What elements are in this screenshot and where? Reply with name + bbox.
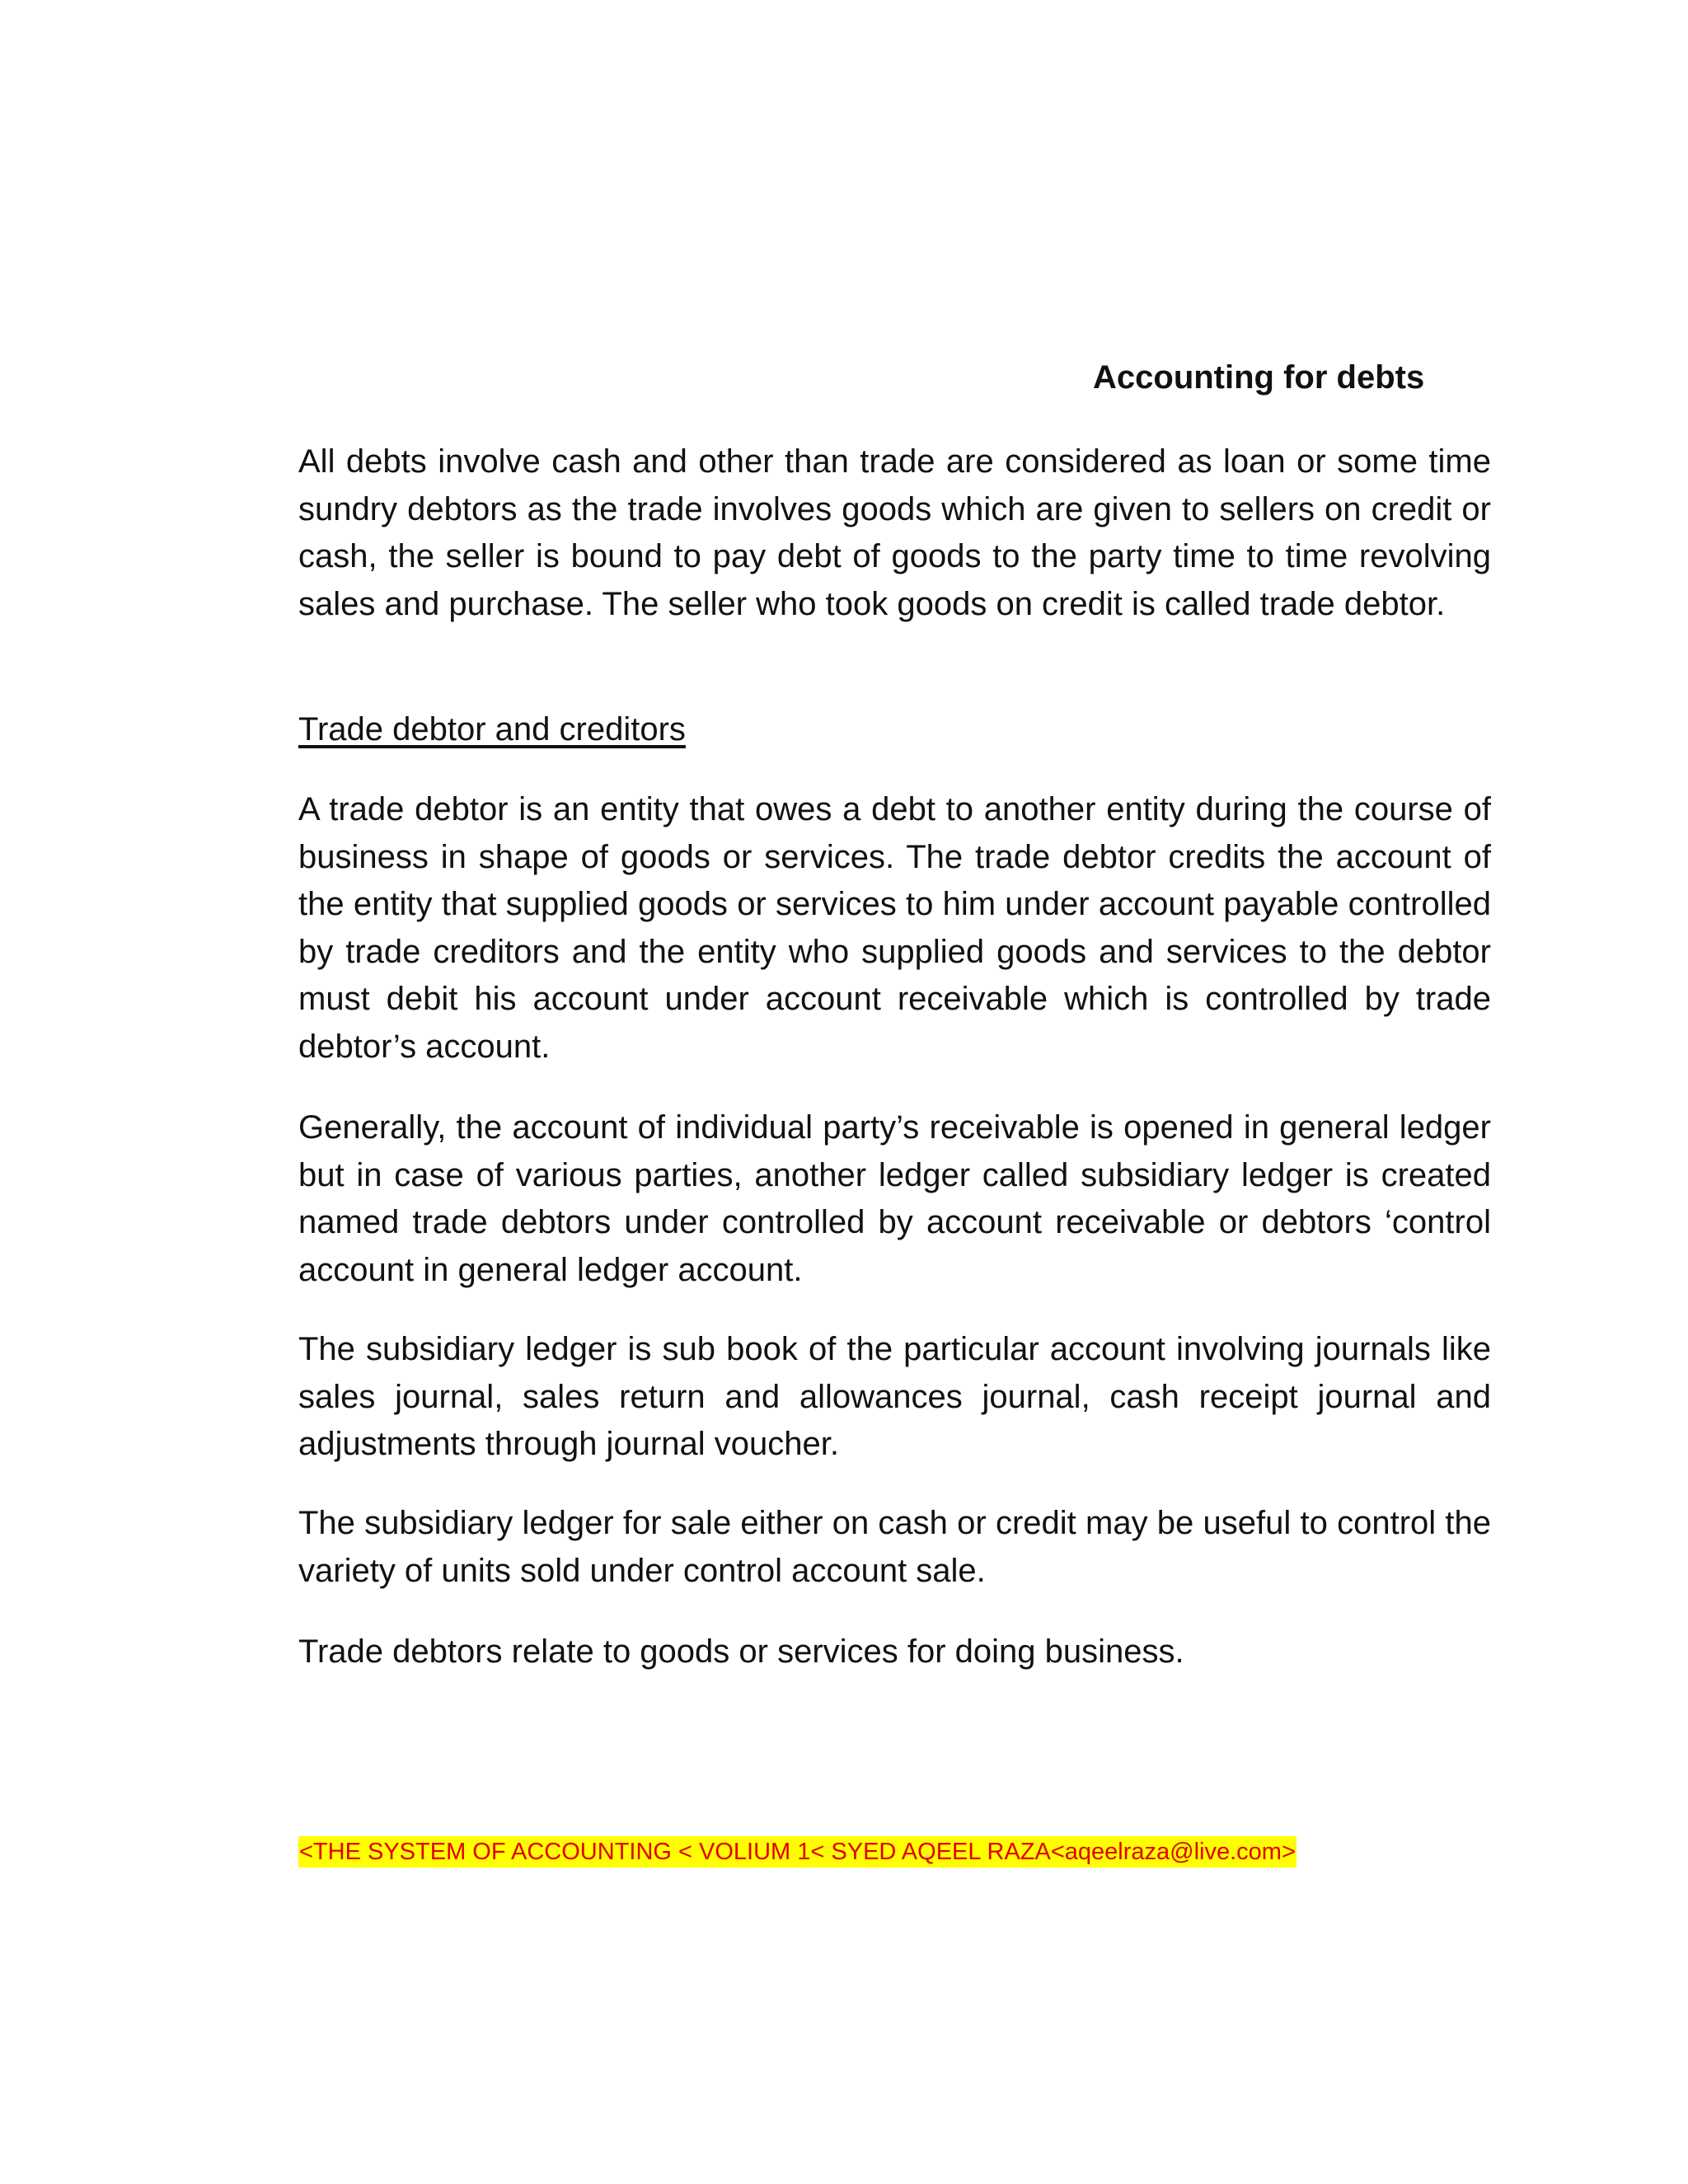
footer-note: <THE SYSTEM OF ACCOUNTING < VOLIUM 1< SYED AQEEL RAZA<aqeelraza@live.com> [298, 1836, 1296, 1868]
section-heading: Trade debtor and creditors [298, 711, 686, 748]
paragraph-trade-debtor: A trade debtor is an entity that owes a debt to another entity during the course of business in shape of goods or services. The trade debtor credits the account of the entity that supplied goods or services to him under account payable controlled by trade creditors and the entity who supplied goods and services to the debtor must debit his account under account receivable which is controlled by trade debtor’s account. [298, 791, 1491, 1065]
paragraph-subsidiary-ledger-sale: The subsidiary ledger for sale either on cash or credit may be useful to control the variety of units sold under control account sale. [298, 1505, 1491, 1589]
paragraph-subsidiary-ledger: The subsidiary ledger is sub book of the particular account involving journals like sales journal, sales return and allowances journal, cash receipt journal and adjustments through journal voucher. [298, 1331, 1491, 1462]
paragraph-general-ledger: Generally, the account of individual party’s receivable is opened in general ledger but in case of various parties, another ledger called subsidiary ledger is created named trade debtors under controlled by account receivable or debtors ‘control account in general ledger account. [298, 1109, 1491, 1288]
page-title: Accounting for debts [1093, 359, 1425, 396]
paragraph-intro: All debts involve cash and other than trade are considered as loan or some time sundry debtors as the trade involves goods which are given to sellers on credit or cash, the seller is bound to pay debt of goods to the party time to time revolving sales and purchase. The seller who took goods on credit is called trade debtor. [298, 443, 1491, 622]
paragraph-trade-debtors-relate: Trade debtors relate to goods or services for doing business. [298, 1633, 1184, 1670]
